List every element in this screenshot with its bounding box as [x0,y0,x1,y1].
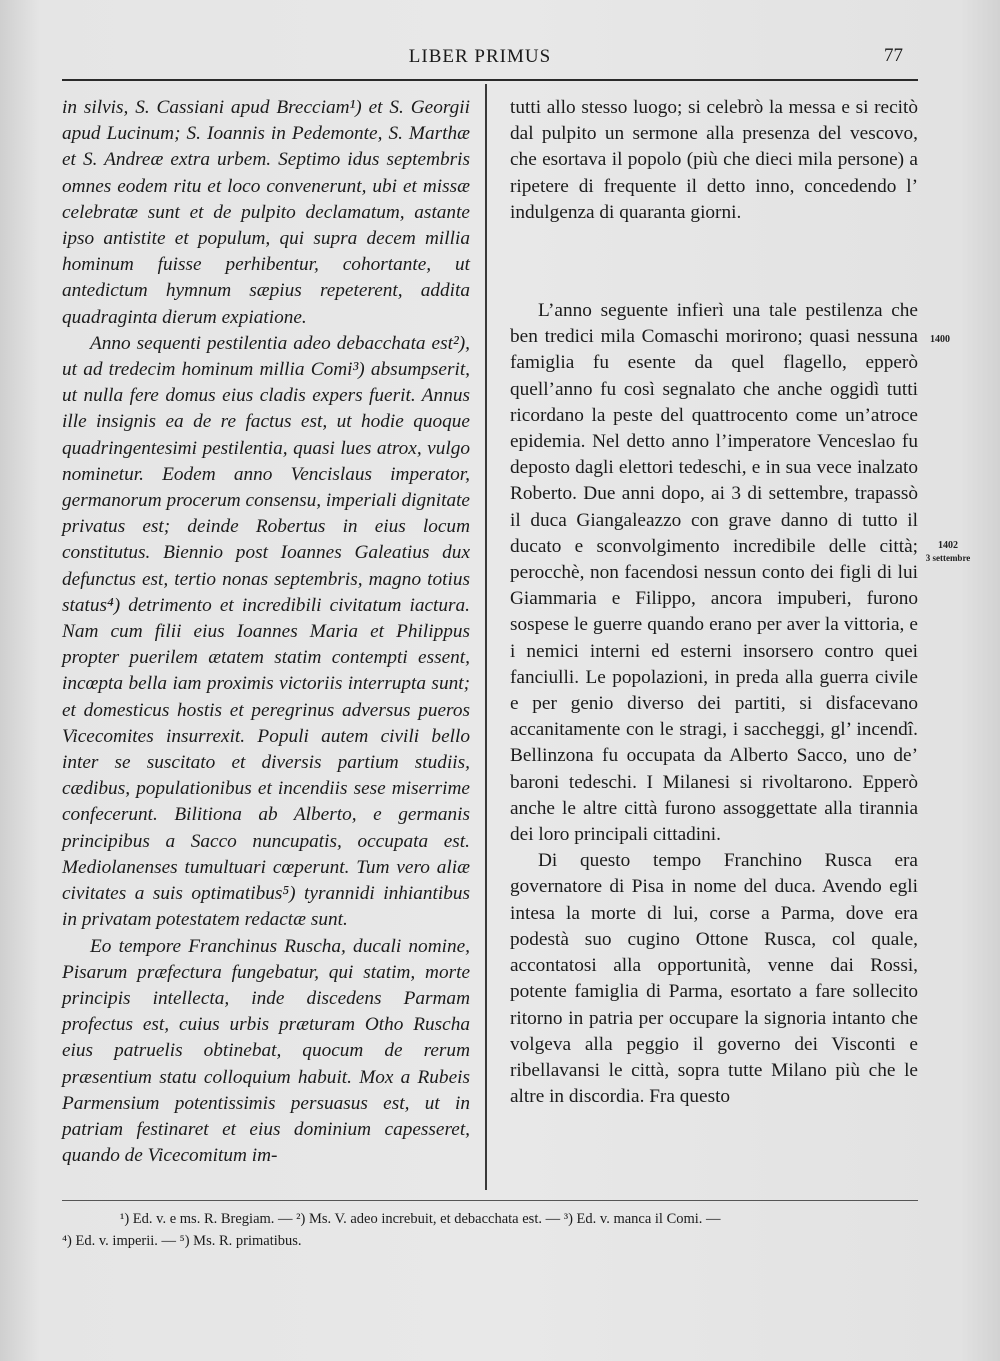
margin-note-year: 1402 [938,540,958,551]
margin-note-date: 3 settembre [925,553,971,563]
running-title: LIBER PRIMUS [408,46,552,67]
margin-note-year-1400 [920,334,960,346]
italian-paragraph-2: L’anno seguente infierì una tale pestilenza che ben tredici mila Comaschi morirono; quasi nessuna famiglia fu esente da quel flagello, epperò quell’anno fu così segnalato che anche oggidì tutti ricordano la peste del quattrocento come un’atroce epidemia. Nel detto anno l’imperatore Venceslao fu deposto dagli elettori tedeschi, e in sua vece inalzato Roberto. Due anni dopo, ai 3 di settembre, trapassò il duca Giangaleazzo con grave danno di tutto il ducato e sconvolgimento incredibile delle città; perocchè, non facendosi nessun conto dei figli di lui Giammaria e Filippo, ancora impuberi, furono sospese le guerre quando erano per aver la vittoria, e i nemici interni ed esterni insorsero contro quei fanciulli. Le popolazioni, in preda alla guerra civile e per genio diverso dei partiti, si disfacevano accanitamente con le stragi, i saccheggi, gl’ incendî. Bellinzona fu occupata da Alberto Sacco, uno de’ baroni tedeschi. I Milanesi si rivoltarono. Epperò anche le altre città furono assoggettate alla tirannia dei loro principali cittadini. [510,300,918,846]
footnote-line-2: ⁴) Ed. v. imperii. — ⁵) Ms. R. primatibus. [62,1233,302,1249]
footnote-line-1: ¹) Ed. v. e ms. R. Bregiam. — ²) Ms. V. adeo increbuit, et debacchata est. — ³) Ed. v. manca il Comi. — [120,1211,721,1227]
italian-paragraph-3: Di questo tempo Franchino Rusca era governatore di Pisa in nome del duca. Avendo egli intesa la morte di lui, corse a Parma, dove era podestà suo cugino Ottone Rusca, col quale, accontatosi alla opportunità, venne dai Rossi, potente famiglia di Parma, esortato a fare sollecito ritorno in patria per occupare la signoria intanto che volgeva alla peggio il governo dei Visconti e ribellavansi le città, sopra tutte Milano più che le altre in discordia. Fra questo [510,850,918,1108]
latin-paragraph-1: in silvis, S. Cassiani apud Brecciam¹) et S. Georgii apud Lucinum; S. Ioannis in Pedemonte, S. Marthæ et S. Andreæ extra urbem. Septimo idus septembris omnes eodem ritu et loco convenerunt, ubi et missæ celebratæ sunt et de pulpito declamatum, astante ipso antistite et populum, qui supra decem millia hominum fuisse perhibentur, cohortante, ut antedictum hymnum sæpius repeterent, addita quadraginta dierum expiatione. [62,97,470,328]
running-head [0,44,1000,74]
italian-paragraph-1: tutti allo stesso luogo; si celebrò la messa e si recitò dal pulpito un sermone alla presenza del vescovo, che esortava il popolo (più che dieci mila persone) a ripetere di frequente il detto inno, concedendo l’ indulgenza di quaranta giorni. [510,97,918,223]
footnote-rule [62,1200,918,1201]
header-rule [62,79,918,81]
paragraph-gap [510,226,918,298]
latin-column [62,95,470,1169]
page-number: 77 [884,45,903,66]
margin-note-year: 1400 [930,334,950,345]
latin-paragraph-3: Eo tempore Franchinus Ruscha, ducali nomine, Pisarum præfectura fungebatur, qui statim, morte principis intellecta, inde discedens Parmam profectus est, cuius urbis præturam Otho Ruscha eius patruelis obtinebat, quocum de rerum præsentium statu colloquium habuit. Mox a Rubeis Parmensium potentissimis persuasus est, ut in patriam festinaret et eius dominium capesseret, quando de Vicecomitum im- [62,935,470,1167]
footnotes [62,1208,918,1252]
italian-column [510,95,918,1110]
column-divider [485,84,487,1190]
margin-note-year-1402 [916,540,980,564]
latin-paragraph-2: Anno sequenti pestilentia adeo debacchata est²), ut ad tredecim hominum millia Comi³) absumpserit, ut nulla fere domus eius cladis expers fuerit. Annus ille insignis ea de re factus est, ut hodie quoque quadringentesimi pestilentia, quasi lues atrox, vulgo nominetur. Eodem anno Vencislaus imperator, germanorum procerum consensu, imperiali dignitate privatus est; deinde Robertus in eius locum constitutus. Biennio post Ioannes Galeatius dux defunctus est, tertio nonas septembris, magno totius status⁴) detrimento et incredibili civitatum iactura. Nam cum filii eius Ioannes Maria et Philippus propter puerilem ætatem statim contempti essent, incœpta bella iam proximis victoriis interrupta sunt; et domesticus hostis et peregrinus adversus pueros Vicecomites insurrexit. Populi autem civili bello inter se suscitato et diversis partium studiis, cædibus, populationibus et incendiis sese miserrime confecerunt. Bilitiona ab Alberto, e germanis principibus a Sacco nuncupatis, occupata est. Mediolanenses tumultuari cœperunt. Tum vero aliæ civitates a suis optimatibus⁵) tyrannidi inhiantibus in privatam potestatem redactæ sunt. [62,332,470,931]
